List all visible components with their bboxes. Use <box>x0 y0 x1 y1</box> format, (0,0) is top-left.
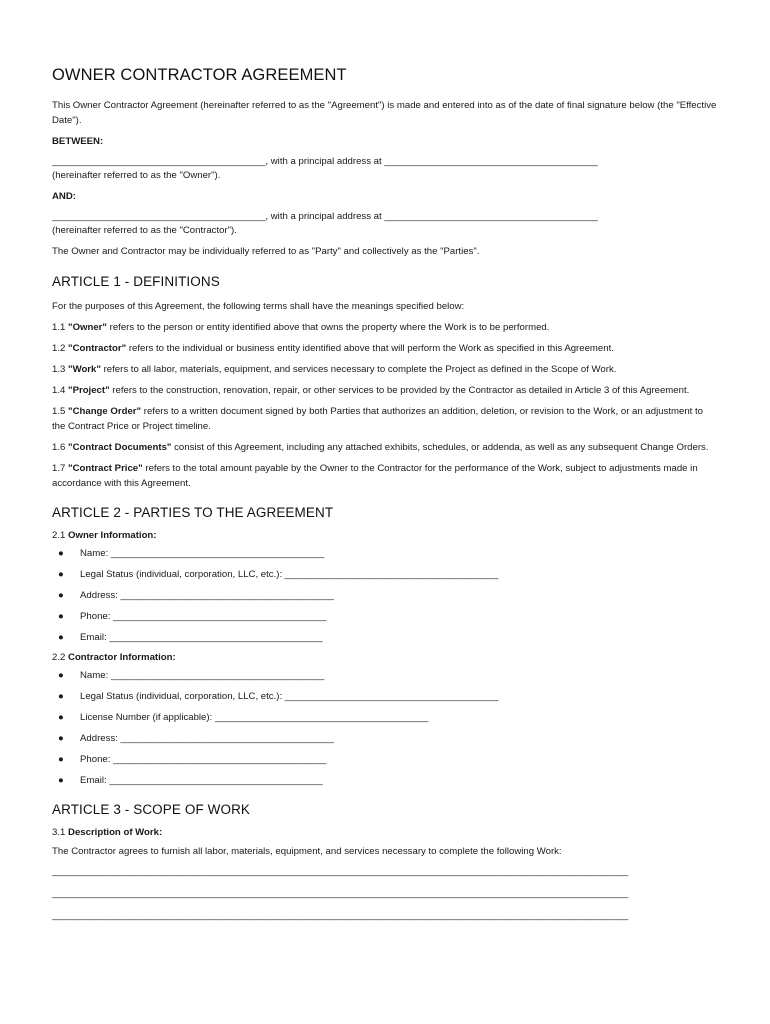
contractor-reference: (hereinafter referred to as the "Contractor"). <box>52 225 237 236</box>
contractor-address-field[interactable]: ● Address: ________________________________________ <box>58 733 334 744</box>
article-1-section <box>52 274 718 491</box>
bullet-icon: ● <box>58 754 64 765</box>
bullet-icon: ● <box>58 712 64 723</box>
article-1-heading: ARTICLE 1 - DEFINITIONS <box>52 274 220 289</box>
contractor-info-list <box>52 669 718 788</box>
page-title: OWNER CONTRACTOR AGREEMENT <box>52 66 347 84</box>
bullet-icon: ● <box>58 775 64 786</box>
contractor-email-field[interactable]: ● Email: ________________________________________ <box>58 775 323 786</box>
and-label: AND: <box>52 191 76 202</box>
definition-1-7: 1.7 "Contract Price" refers to the total amount payable by the Owner to the Contractor for the performance of the Work, subject to adjustments made in accordance with this Agreement. <box>52 463 698 489</box>
article-3-section <box>52 802 718 923</box>
work-description-line[interactable]: ____________________________________________________________________________________________________________ <box>52 866 629 877</box>
description-of-work-text: The Contractor agrees to furnish all labor, materials, equipment, and services necessary to complete the following Work: <box>52 846 562 857</box>
owner-phone-field[interactable]: ● Phone: ________________________________________ <box>58 611 327 622</box>
owner-info-list <box>52 547 718 645</box>
owner-reference: (hereinafter referred to as the "Owner"). <box>52 170 221 181</box>
definition-1-2: 1.2 "Contractor" refers to the individual or business entity identified above that will perform the Work as specified in this Agreement. <box>52 343 614 354</box>
contractor-legal-status-field[interactable]: ● Legal Status (individual, corporation, LLC, etc.): ________________________________________ <box>58 691 499 702</box>
bullet-icon: ● <box>58 733 64 744</box>
bullet-icon: ● <box>58 670 64 681</box>
intro-paragraph: This Owner Contractor Agreement (hereinafter referred to as the "Agreement") is made and entered into as of the date of final signature below (the "Effective Date"). <box>52 100 717 126</box>
contractor-party-block <box>52 210 718 238</box>
definition-1-5: 1.5 "Change Order" refers to a written document signed by both Parties that authorizes an addition, deletion, or revision to the Work, or an adjustment to the Contract Price or Project timeline. <box>52 406 703 432</box>
bullet-icon: ● <box>58 569 64 580</box>
owner-legal-status-field[interactable]: ● Legal Status (individual, corporation, LLC, etc.): ________________________________________ <box>58 569 499 580</box>
definition-1-3: 1.3 "Work" refers to all labor, materials, equipment, and services necessary to complete the Project as defined in the Scope of Work. <box>52 364 617 375</box>
contractor-name-field[interactable]: ● Name: ________________________________________ <box>58 670 325 681</box>
owner-name-field[interactable]: ● Name: ________________________________________ <box>58 548 325 559</box>
contractor-license-field[interactable]: ● License Number (if applicable): ________________________________________ <box>58 712 429 723</box>
bullet-icon: ● <box>58 611 64 622</box>
contractor-phone-field[interactable]: ● Phone: ________________________________________ <box>58 754 327 765</box>
bullet-icon: ● <box>58 691 64 702</box>
bullet-icon: ● <box>58 590 64 601</box>
bullet-icon: ● <box>58 632 64 643</box>
definition-1-1: 1.1 "Owner" refers to the person or entity identified above that owns the property where the Work is to be performed. <box>52 322 550 333</box>
article-3-heading: ARTICLE 3 - SCOPE OF WORK <box>52 802 251 817</box>
definition-1-4: 1.4 "Project" refers to the construction, renovation, repair, or other services to be provided by the Contractor as detailed in Article 3 of this Agreement. <box>52 385 690 396</box>
contractor-address-line: ________________________________________, with a principal address at ________________________________________ <box>52 211 598 222</box>
work-description-line[interactable]: ____________________________________________________________________________________________________________ <box>52 910 629 921</box>
owner-address-field[interactable]: ● Address: ________________________________________ <box>58 590 334 601</box>
description-of-work-subheading: 3.1 Description of Work: <box>52 827 163 838</box>
definition-1-6: 1.6 "Contract Documents" consist of this Agreement, including any attached exhibits, schedules, or addenda, as well as any subsequent Change Orders. <box>52 442 709 453</box>
parties-note: The Owner and Contractor may be individually referred to as "Party" and collectively as the "Parties". <box>52 246 480 257</box>
article-1-lead: For the purposes of this Agreement, the following terms shall have the meanings specified below: <box>52 301 465 312</box>
contractor-info-subheading: 2.2 Contractor Information: <box>52 652 176 663</box>
bullet-icon: ● <box>58 548 64 559</box>
owner-email-field[interactable]: ● Email: ________________________________________ <box>58 632 323 643</box>
work-description-line[interactable]: ____________________________________________________________________________________________________________ <box>52 888 629 899</box>
owner-party-block <box>52 155 718 183</box>
article-2-heading: ARTICLE 2 - PARTIES TO THE AGREEMENT <box>52 505 334 520</box>
owner-address-line: ________________________________________, with a principal address at ________________________________________ <box>52 156 598 167</box>
owner-info-subheading: 2.1 Owner Information: <box>52 530 157 541</box>
article-2-section <box>52 505 718 788</box>
between-label: BETWEEN: <box>52 136 104 147</box>
